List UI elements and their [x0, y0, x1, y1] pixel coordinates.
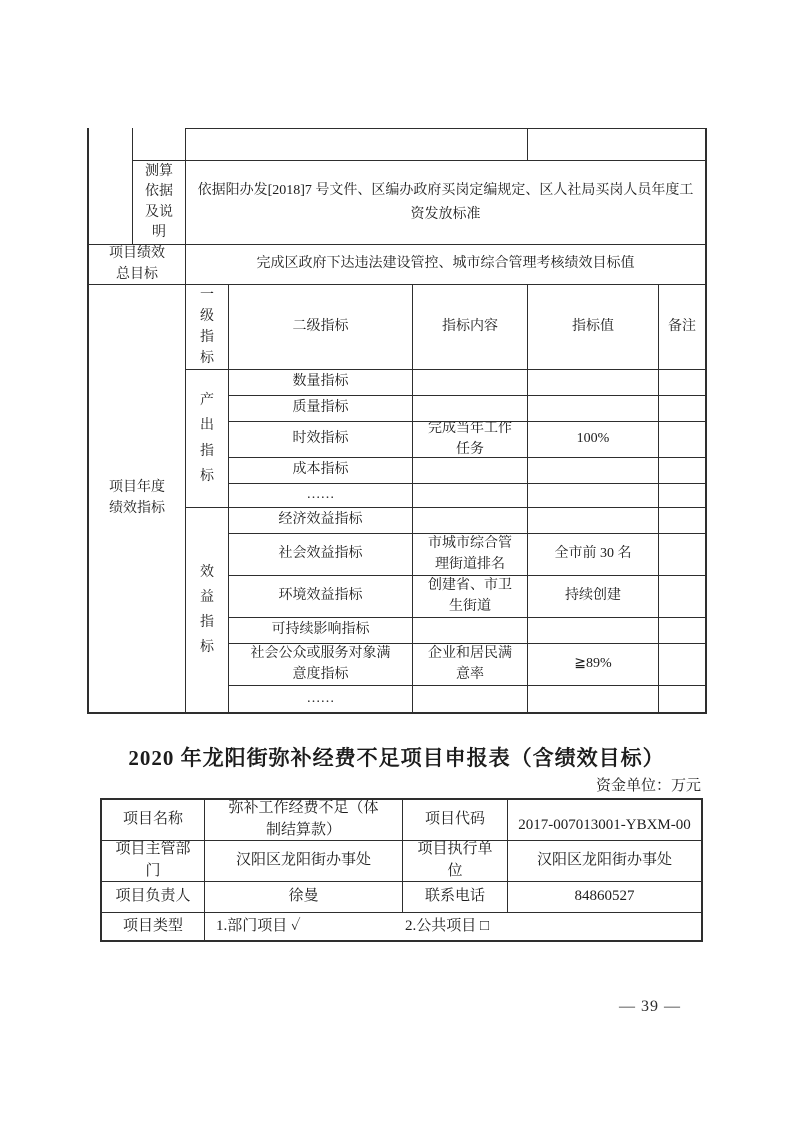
- indicator-label: 成本指标: [229, 458, 413, 484]
- header-value: 指标值: [528, 285, 659, 370]
- page-number: — 39 —: [619, 998, 681, 1015]
- application-form-title: 2020 年龙阳街弥补经费不足项目申报表（含绩效目标）: [128, 746, 665, 770]
- indicator-content: [413, 508, 528, 534]
- project-type-option-dept: 1.部门项目 ✓: [216, 917, 301, 934]
- indicator-label: ……: [229, 484, 413, 508]
- executing-unit-value: 汉阳区龙阳街办事处: [508, 841, 701, 882]
- indicator-note: [659, 686, 705, 712]
- output-group-label-text: 产出指标: [200, 393, 214, 484]
- supervisor-dept-label-text: 项目主管部门: [115, 841, 191, 879]
- indicator-content: [413, 644, 528, 686]
- indicator-value: [528, 458, 659, 484]
- project-name-value-text: 弥补工作经费不足（体制结算款）: [228, 800, 379, 838]
- header-level1: [186, 285, 229, 370]
- indicator-value: [528, 484, 659, 508]
- project-code-label: 项目代码: [403, 800, 508, 841]
- supervisor-dept-value: 汉阳区龙阳街办事处: [205, 841, 403, 882]
- continued-cell-mid: [186, 128, 528, 161]
- indicator-content: [413, 686, 528, 712]
- indicator-content-text: 创建省、市卫生街道: [427, 578, 512, 614]
- indicator-note: [659, 484, 705, 508]
- indicator-content: [413, 576, 528, 618]
- overall-goal-value: 完成区政府下达违法建设管控、城市综合管理考核绩效目标值: [186, 245, 705, 285]
- indicator-value: 持续创建: [528, 576, 659, 618]
- executing-unit-label: [403, 841, 508, 882]
- indicator-value: ≧89%: [528, 644, 659, 686]
- project-leader-label: 项目负责人: [102, 882, 205, 913]
- header-level2: 二级指标: [229, 285, 413, 370]
- header-level1-text: 一级指标: [200, 288, 214, 366]
- indicator-content-text: 企业和居民满意率: [427, 646, 512, 682]
- fund-unit-note: 资金单位：万元: [595, 778, 701, 794]
- indicator-label-text: 社会公众或服务对象满意度指标: [250, 646, 391, 682]
- project-name-label: 项目名称: [102, 800, 205, 841]
- calc-basis-label-text: 测算依据及说明: [145, 163, 173, 240]
- indicator-content: [413, 618, 528, 644]
- indicator-value: [528, 370, 659, 396]
- indicator-note: [659, 644, 705, 686]
- performance-indicator-table: [87, 128, 707, 714]
- indicator-content: [413, 484, 528, 508]
- header-note: 备注: [659, 285, 705, 370]
- indicator-content: [413, 458, 528, 484]
- indicator-note: [659, 534, 705, 576]
- annual-indicator-side-label-text: 项目年度绩效指标: [109, 480, 165, 516]
- indicator-label: 数量指标: [229, 370, 413, 396]
- indicator-note: [659, 396, 705, 422]
- project-type-option-public: 2.公共项目 □: [405, 917, 490, 934]
- indicator-value: [528, 396, 659, 422]
- project-type-options: [205, 913, 701, 940]
- indicator-content-text: 市城市综合管理街道排名: [427, 536, 512, 572]
- continued-cell-a: [89, 128, 133, 245]
- indicator-label: 环境效益指标: [229, 576, 413, 618]
- indicator-note: [659, 370, 705, 396]
- indicator-note: [659, 576, 705, 618]
- continued-cell-b: [133, 128, 186, 161]
- annual-indicator-side-label: [89, 285, 186, 712]
- executing-unit-label-text: 项目执行单位: [417, 841, 493, 879]
- indicator-content: [413, 396, 528, 422]
- indicator-label: 社会效益指标: [229, 534, 413, 576]
- indicator-label: [229, 644, 413, 686]
- indicator-value: [528, 686, 659, 712]
- project-name-value: [205, 800, 403, 841]
- indicator-note: [659, 508, 705, 534]
- header-content: 指标内容: [413, 285, 528, 370]
- indicator-note: [659, 458, 705, 484]
- calc-basis-value: 依据阳办发[2018]7 号文件、区编办政府买岗定编规定、区人社局买岗人员年度工资发放标准: [186, 161, 705, 245]
- indicator-label: 质量指标: [229, 396, 413, 422]
- project-type-label: 项目类型: [102, 913, 205, 940]
- indicator-value: [528, 508, 659, 534]
- indicator-label: 可持续影响指标: [229, 618, 413, 644]
- supervisor-dept-label: [102, 841, 205, 882]
- indicator-content: [413, 422, 528, 458]
- indicator-content-text: 完成当年工作任务: [427, 422, 512, 457]
- contact-phone-value: 84860527: [508, 882, 701, 913]
- indicator-label: 时效指标: [229, 422, 413, 458]
- indicator-note: [659, 422, 705, 458]
- calc-basis-label: [133, 161, 186, 245]
- continued-cell-right: [528, 128, 705, 161]
- indicator-content: [413, 370, 528, 396]
- project-application-table: [100, 798, 703, 942]
- project-leader-value: 徐曼: [205, 882, 403, 913]
- indicator-label: ……: [229, 686, 413, 712]
- indicator-note: [659, 618, 705, 644]
- indicator-label: 经济效益指标: [229, 508, 413, 534]
- project-code-value: 2017-007013001-YBXM-00: [508, 800, 701, 841]
- indicator-value: 100%: [528, 422, 659, 458]
- benefit-group-label: [186, 508, 229, 712]
- indicator-value: [528, 618, 659, 644]
- contact-phone-label: 联系电话: [403, 882, 508, 913]
- overall-goal-label: [89, 245, 186, 285]
- indicator-value: 全市前 30 名: [528, 534, 659, 576]
- overall-goal-label-text: 项目绩效总目标: [109, 246, 165, 282]
- output-group-label: [186, 370, 229, 508]
- indicator-content: [413, 534, 528, 576]
- benefit-group-label-text: 效益指标: [200, 564, 214, 656]
